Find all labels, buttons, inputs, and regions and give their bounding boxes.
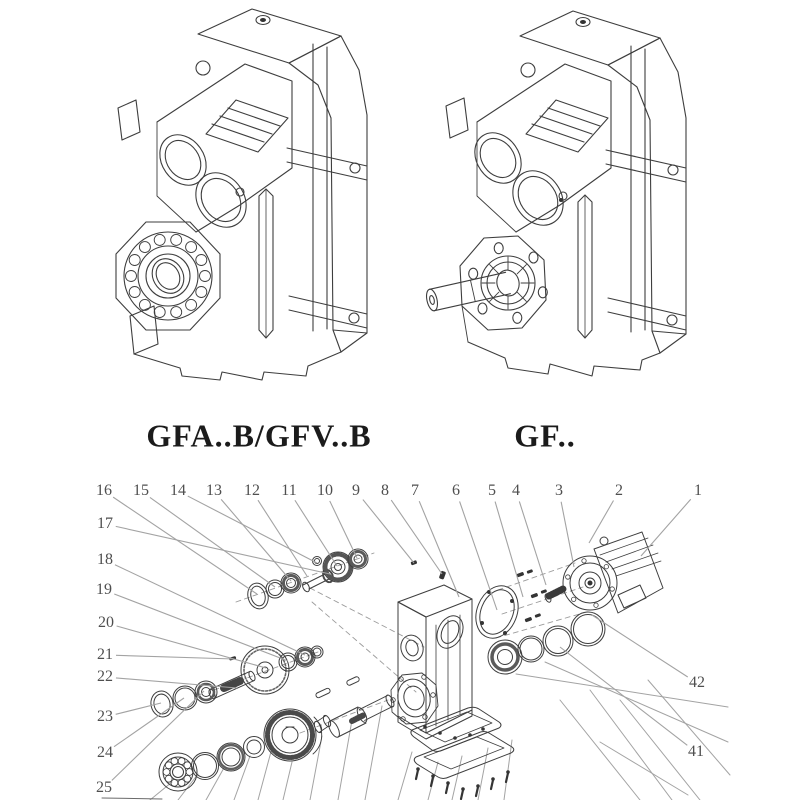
callout-number-7: 7: [411, 482, 419, 499]
callout-number-16: 16: [96, 482, 112, 499]
callout-number-2: 2: [615, 482, 623, 499]
leader-line-17: [116, 526, 330, 574]
callout-number-24: 24: [97, 744, 113, 761]
leader-line-11: [295, 500, 337, 566]
leader-line-42: [592, 615, 688, 677]
leader-line-22: [116, 678, 237, 688]
callout-number-41: 41: [688, 743, 704, 760]
callout-number-22: 22: [97, 668, 113, 685]
leader-line-9: [363, 500, 414, 563]
leader-line-4: [519, 501, 546, 585]
callout-number-6: 6: [452, 482, 460, 499]
callout-number-9: 9: [352, 482, 360, 499]
callout-number-42: 42: [689, 674, 705, 691]
leader-line-3: [561, 502, 574, 567]
leader-line-41: [560, 647, 687, 745]
callout-number-1: 1: [694, 482, 702, 499]
callout-number-11: 11: [281, 482, 297, 499]
leader-line-2: [589, 501, 614, 543]
leader-line-21: [116, 655, 234, 659]
callout-number-18: 18: [97, 551, 113, 568]
leader-line-18: [115, 565, 305, 655]
leader-line-13: [221, 499, 291, 581]
callout-number-5: 5: [488, 482, 496, 499]
leader-line-5: [495, 502, 523, 597]
callout-number-15: 15: [133, 482, 149, 499]
callout-number-4: 4: [512, 482, 520, 499]
callout-number-13: 13: [206, 482, 222, 499]
callout-number-25: 25: [96, 779, 112, 796]
callout-number-23: 23: [97, 708, 113, 725]
callout-number-12: 12: [244, 482, 260, 499]
callout-number-19: 19: [96, 581, 112, 598]
leader-line-23: [116, 703, 161, 714]
callout-number-3: 3: [555, 482, 563, 499]
leader-line-1: [641, 499, 691, 556]
leader-line-25: [112, 691, 204, 780]
leader-line-10: [330, 501, 357, 558]
callout-number-20: 20: [98, 614, 114, 631]
leader-line-16: [113, 497, 257, 594]
leader-line-24: [114, 698, 184, 747]
model-label-left: GFA..B/GFV..B: [146, 417, 372, 454]
leader-line-12: [258, 500, 307, 576]
callout-number-17: 17: [97, 515, 113, 532]
leader-line-15: [150, 497, 275, 587]
leader-line-6: [460, 501, 497, 610]
callout-number-8: 8: [381, 482, 389, 499]
callout-number-21: 21: [97, 646, 113, 663]
callout-number-10: 10: [317, 482, 333, 499]
leader-line-19: [114, 594, 288, 661]
callout-number-14: 14: [170, 482, 186, 499]
leader-line-14: [188, 496, 317, 563]
model-label-right: GF..: [514, 417, 576, 454]
leader-line-20: [117, 626, 266, 668]
